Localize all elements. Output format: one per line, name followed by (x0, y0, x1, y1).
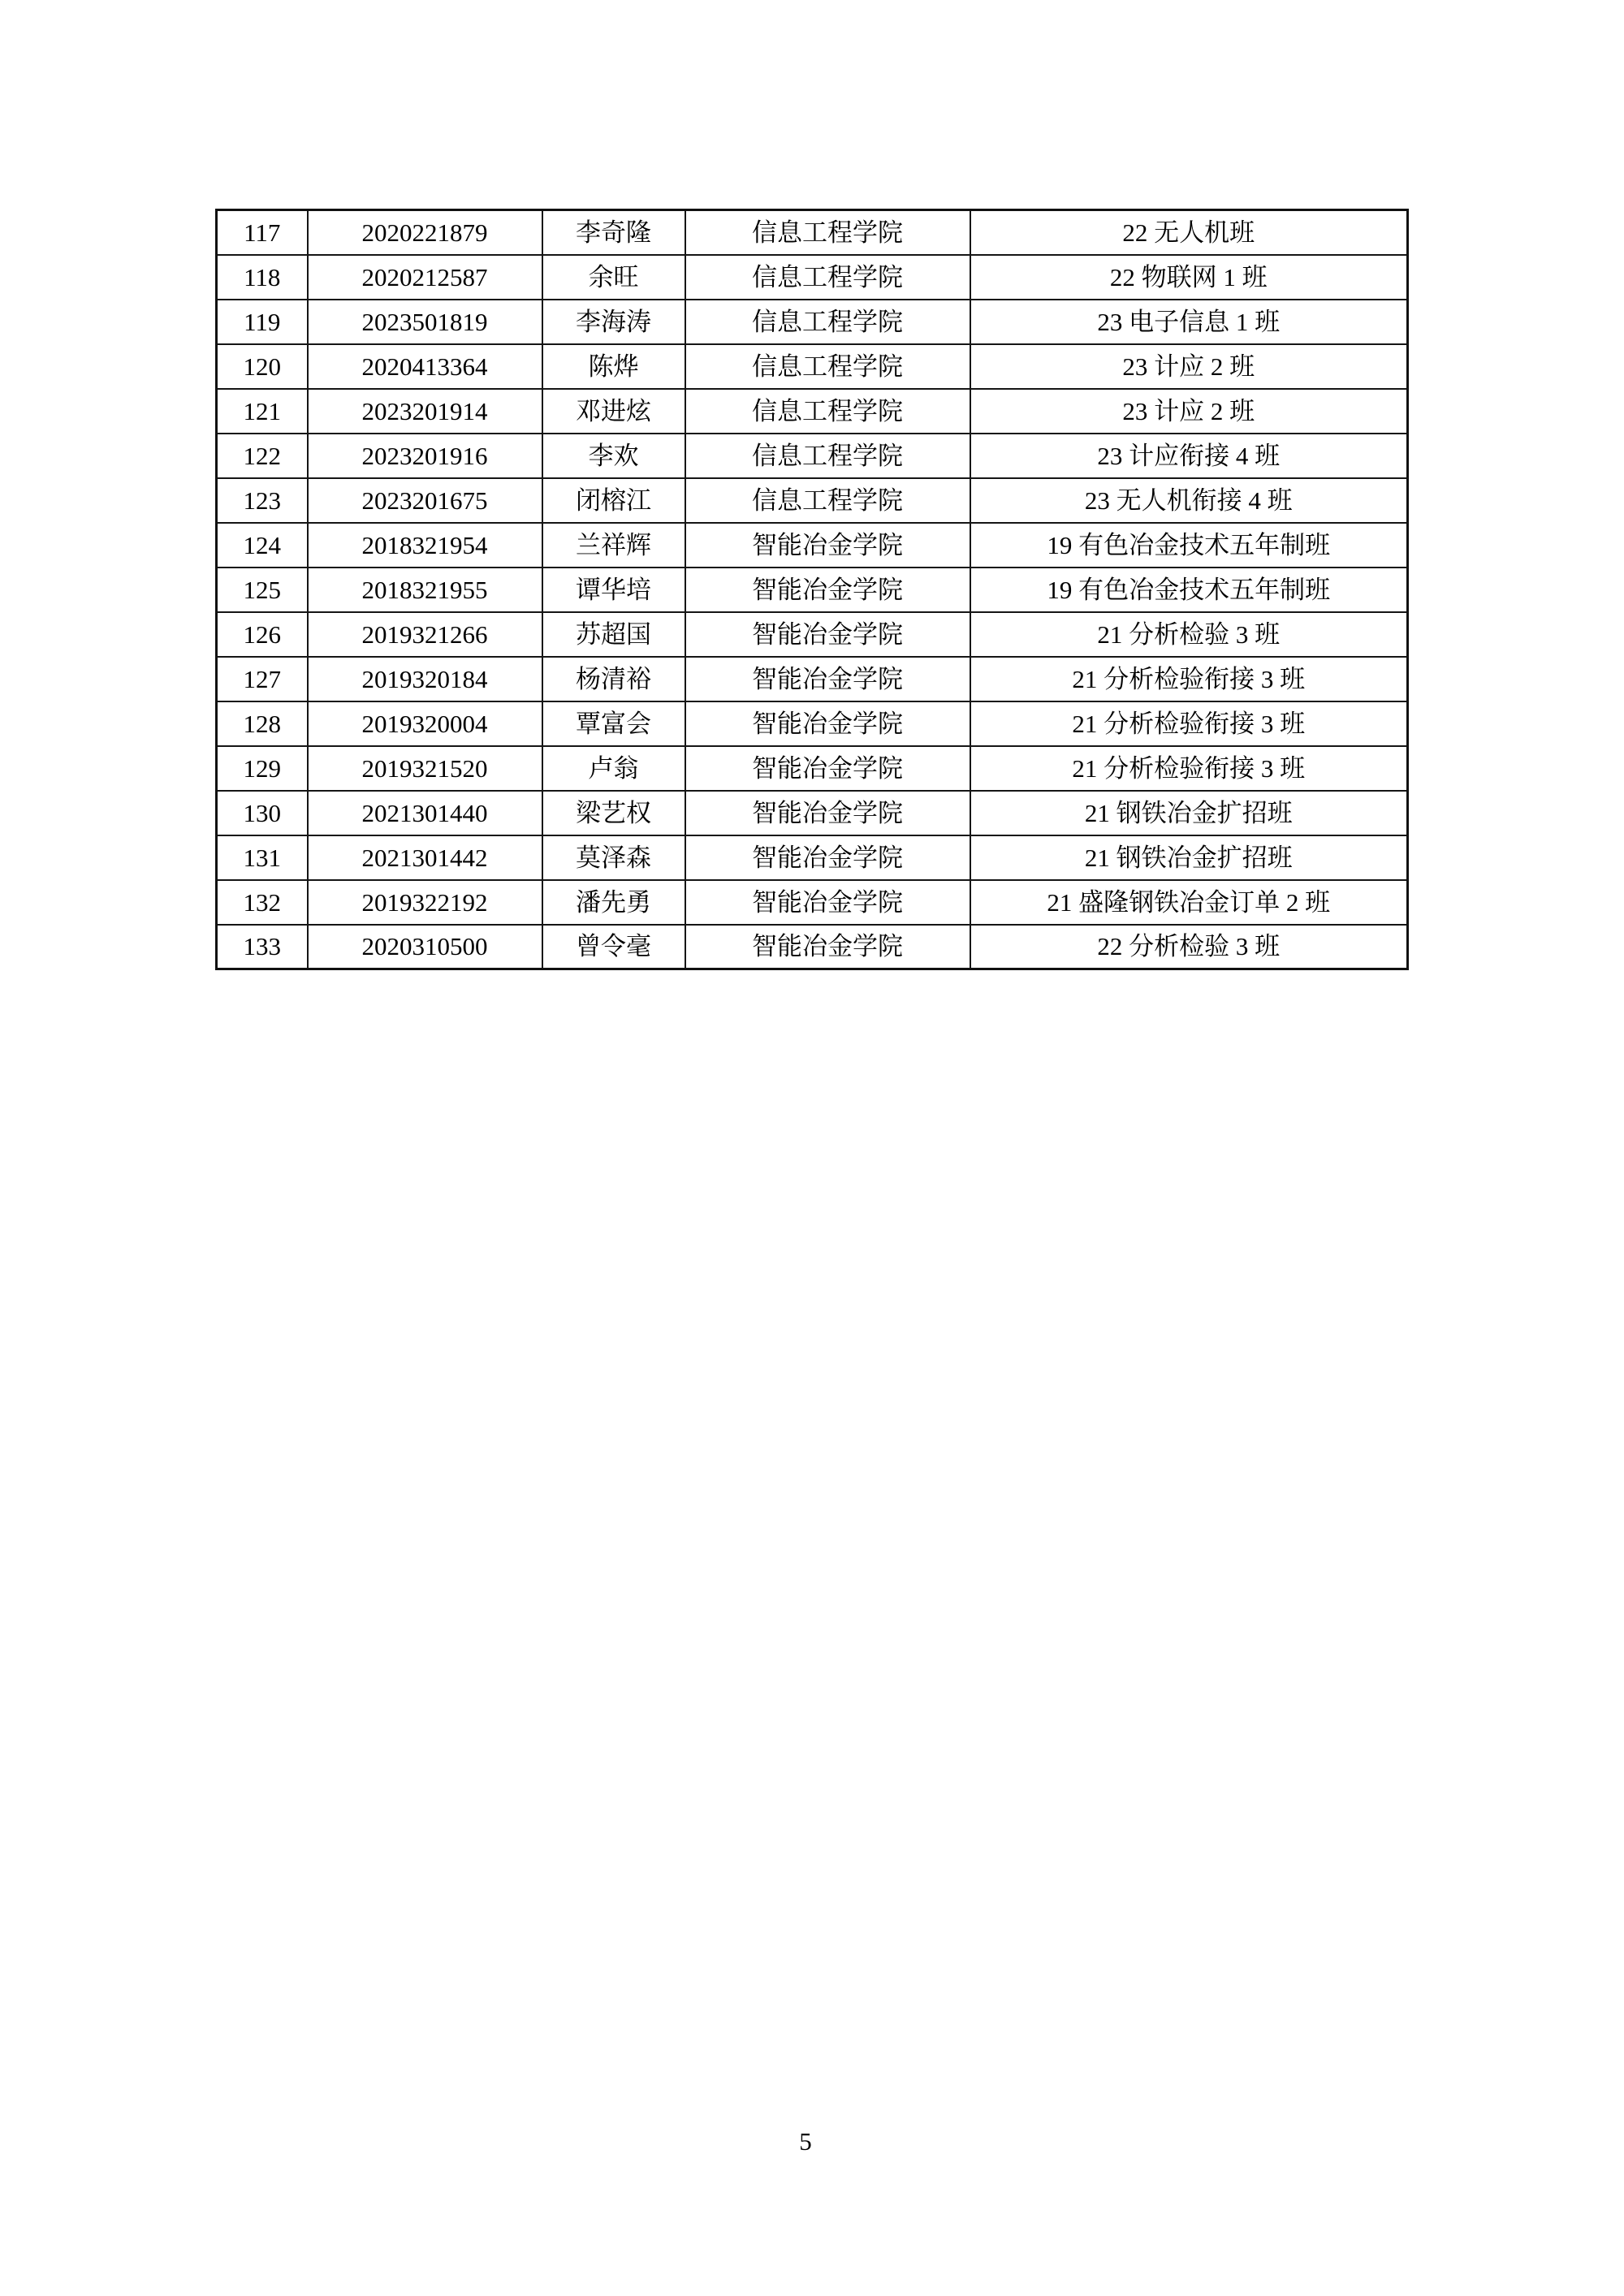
page-number: 5 (799, 2127, 812, 2156)
cell-college: 信息工程学院 (685, 434, 970, 478)
cell-class: 19 有色冶金技术五年制班 (970, 568, 1408, 612)
table-row (217, 835, 1408, 880)
cell-name: 邓进炫 (542, 389, 685, 434)
student-roster-table (215, 209, 1409, 970)
cell-row-number: 117 (217, 210, 308, 255)
cell-class: 21 分析检验衔接 3 班 (970, 701, 1408, 746)
table-row (217, 746, 1408, 791)
cell-name: 李海涛 (542, 300, 685, 344)
cell-college: 智能冶金学院 (685, 523, 970, 568)
cell-name: 苏超国 (542, 612, 685, 657)
cell-row-number: 128 (217, 701, 308, 746)
cell-name: 谭华培 (542, 568, 685, 612)
cell-row-number: 133 (217, 925, 308, 969)
cell-name: 李奇隆 (542, 210, 685, 255)
cell-name: 莫泽森 (542, 835, 685, 880)
table-row (217, 612, 1408, 657)
cell-row-number: 132 (217, 880, 308, 925)
cell-college: 信息工程学院 (685, 210, 970, 255)
cell-class: 22 物联网 1 班 (970, 255, 1408, 300)
cell-college: 信息工程学院 (685, 389, 970, 434)
table-row (217, 210, 1408, 255)
cell-student-id: 2023201914 (308, 389, 542, 434)
cell-college: 智能冶金学院 (685, 925, 970, 969)
cell-student-id: 2020310500 (308, 925, 542, 969)
table-row (217, 300, 1408, 344)
table-row (217, 791, 1408, 835)
table-row (217, 389, 1408, 434)
cell-student-id: 2023201675 (308, 478, 542, 523)
table-row (217, 344, 1408, 389)
cell-student-id: 2020212587 (308, 255, 542, 300)
table-row (217, 925, 1408, 969)
cell-name: 李欢 (542, 434, 685, 478)
cell-class: 21 盛隆钢铁冶金订单 2 班 (970, 880, 1408, 925)
cell-student-id: 2018321955 (308, 568, 542, 612)
cell-student-id: 2018321954 (308, 523, 542, 568)
cell-class: 21 钢铁冶金扩招班 (970, 835, 1408, 880)
table-row (217, 434, 1408, 478)
cell-row-number: 120 (217, 344, 308, 389)
cell-college: 信息工程学院 (685, 255, 970, 300)
cell-row-number: 126 (217, 612, 308, 657)
cell-class: 21 钢铁冶金扩招班 (970, 791, 1408, 835)
cell-row-number: 119 (217, 300, 308, 344)
cell-college: 信息工程学院 (685, 478, 970, 523)
table-row (217, 880, 1408, 925)
cell-row-number: 125 (217, 568, 308, 612)
cell-class: 22 分析检验 3 班 (970, 925, 1408, 969)
cell-row-number: 121 (217, 389, 308, 434)
cell-student-id: 2019321520 (308, 746, 542, 791)
cell-college: 智能冶金学院 (685, 791, 970, 835)
table-body (217, 210, 1408, 969)
table-row (217, 657, 1408, 701)
cell-college: 智能冶金学院 (685, 701, 970, 746)
cell-college: 信息工程学院 (685, 344, 970, 389)
cell-name: 闭榕江 (542, 478, 685, 523)
cell-college: 智能冶金学院 (685, 746, 970, 791)
cell-row-number: 131 (217, 835, 308, 880)
cell-name: 陈烨 (542, 344, 685, 389)
cell-student-id: 2019320184 (308, 657, 542, 701)
cell-student-id: 2023201916 (308, 434, 542, 478)
cell-name: 曾令毫 (542, 925, 685, 969)
cell-name: 杨清裕 (542, 657, 685, 701)
table-row (217, 523, 1408, 568)
cell-name: 兰祥辉 (542, 523, 685, 568)
cell-class: 23 计应 2 班 (970, 389, 1408, 434)
cell-name: 梁艺权 (542, 791, 685, 835)
cell-college: 智能冶金学院 (685, 880, 970, 925)
cell-row-number: 127 (217, 657, 308, 701)
cell-class: 19 有色冶金技术五年制班 (970, 523, 1408, 568)
cell-class: 21 分析检验衔接 3 班 (970, 746, 1408, 791)
cell-student-id: 2023501819 (308, 300, 542, 344)
cell-student-id: 2020413364 (308, 344, 542, 389)
cell-college: 智能冶金学院 (685, 657, 970, 701)
table-row (217, 255, 1408, 300)
cell-row-number: 124 (217, 523, 308, 568)
table-row (217, 478, 1408, 523)
cell-row-number: 122 (217, 434, 308, 478)
cell-class: 21 分析检验 3 班 (970, 612, 1408, 657)
cell-class: 23 电子信息 1 班 (970, 300, 1408, 344)
cell-student-id: 2021301440 (308, 791, 542, 835)
cell-college: 智能冶金学院 (685, 568, 970, 612)
cell-name: 卢翁 (542, 746, 685, 791)
cell-class: 23 计应衔接 4 班 (970, 434, 1408, 478)
cell-student-id: 2019322192 (308, 880, 542, 925)
cell-student-id: 2021301442 (308, 835, 542, 880)
cell-class: 23 计应 2 班 (970, 344, 1408, 389)
cell-college: 信息工程学院 (685, 300, 970, 344)
cell-college: 智能冶金学院 (685, 835, 970, 880)
cell-row-number: 123 (217, 478, 308, 523)
table-row (217, 701, 1408, 746)
cell-student-id: 2020221879 (308, 210, 542, 255)
cell-college: 智能冶金学院 (685, 612, 970, 657)
cell-student-id: 2019321266 (308, 612, 542, 657)
cell-name: 余旺 (542, 255, 685, 300)
cell-row-number: 129 (217, 746, 308, 791)
cell-class: 22 无人机班 (970, 210, 1408, 255)
cell-class: 21 分析检验衔接 3 班 (970, 657, 1408, 701)
table-row (217, 568, 1408, 612)
cell-row-number: 130 (217, 791, 308, 835)
cell-name: 潘先勇 (542, 880, 685, 925)
cell-name: 覃富会 (542, 701, 685, 746)
cell-student-id: 2019320004 (308, 701, 542, 746)
cell-class: 23 无人机衔接 4 班 (970, 478, 1408, 523)
cell-row-number: 118 (217, 255, 308, 300)
